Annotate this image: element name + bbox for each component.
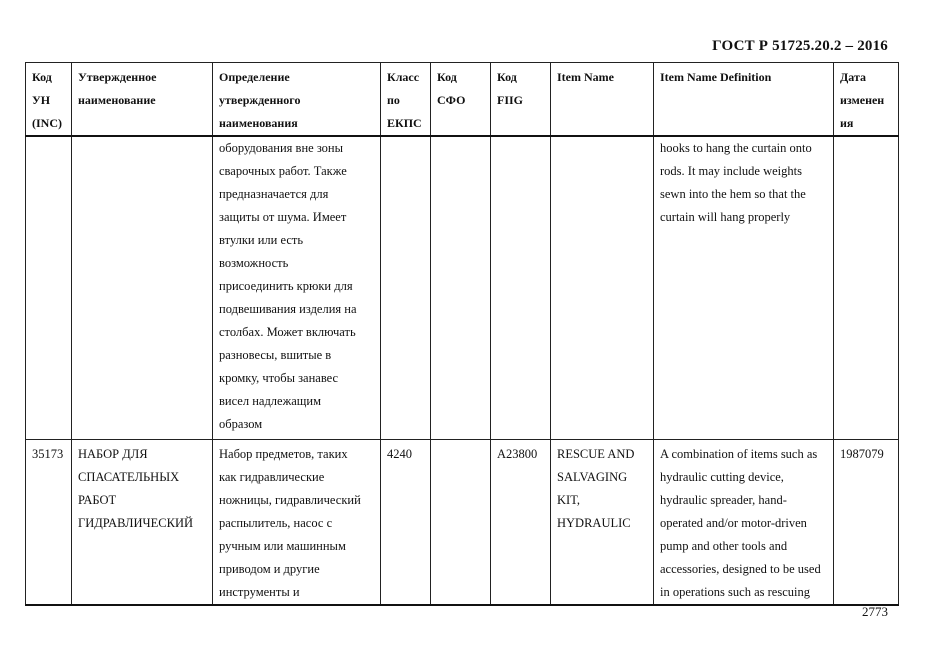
cell-text-line: распылитель, насос с	[219, 516, 333, 530]
cell-text-line: operated and/or motor-driven	[660, 516, 807, 530]
cell-text-line: втулки или есть	[219, 233, 304, 247]
cell-text-line: как гидравлические	[219, 470, 325, 484]
header-text-line: УН	[32, 93, 51, 107]
cell-text-line: SALVAGING	[557, 470, 628, 484]
table-row	[26, 136, 899, 440]
cell-text-line: присоединить крюки для	[219, 279, 353, 293]
cell-text-line: ручным или машинным	[219, 539, 346, 553]
cell-text-line: sewn into the hem so that the	[660, 187, 806, 201]
document-title: ГОСТ Р 51725.20.2 – 2016	[712, 38, 888, 54]
cell-text-line: образом	[219, 417, 263, 431]
cell-definition-ru	[213, 440, 381, 606]
item-name-header	[551, 63, 654, 137]
cell-text-line: 1987079	[840, 447, 884, 461]
header-row	[26, 63, 899, 137]
cell-text-line: висел надлежащим	[219, 394, 321, 408]
cell-name-ru	[72, 440, 213, 606]
cell-inc	[26, 440, 72, 606]
cell-text-line: защиты от шума. Имеет	[219, 210, 347, 224]
header-text-line: Класс	[387, 70, 420, 84]
cell-text-line: сварочных работ. Также	[219, 164, 347, 178]
cell-text-line: возможность	[219, 256, 289, 270]
cell-item-name	[551, 440, 654, 606]
header-text-line: (INC)	[32, 116, 62, 130]
header-text-line: по	[387, 93, 400, 107]
header-text-line: Код	[497, 70, 517, 84]
cell-text-line: РАБОТ	[78, 493, 117, 507]
header-text-line: Определение	[219, 70, 290, 84]
name-ru-header	[72, 63, 213, 137]
cell-text-line: hydraulic cutting device,	[660, 470, 784, 484]
cell-item-def	[654, 440, 834, 606]
table-header	[26, 63, 899, 137]
catalog-table	[25, 62, 899, 606]
header-text-line: ЕКПС	[387, 116, 422, 130]
cell-class	[381, 440, 431, 606]
cell-text-line: ГИДРАВЛИЧЕСКИЙ	[78, 516, 194, 530]
page-number: 2773	[862, 604, 888, 619]
cell-text-line: rods. It may include weights	[660, 164, 802, 178]
cell-text-line: 4240	[387, 447, 412, 461]
header-text-line: FIIG	[497, 93, 524, 107]
cell-name-ru	[72, 136, 213, 440]
table-body	[26, 136, 899, 605]
header-text-line: Код	[437, 70, 457, 84]
cell-fiig	[491, 136, 551, 440]
cell-text-line: in operations such as rescuing	[660, 585, 810, 599]
header-text-line: Дата	[840, 70, 866, 84]
sfo-header	[431, 63, 491, 137]
cell-definition-ru	[213, 136, 381, 440]
header-text-line: наименование	[78, 93, 156, 107]
header-text-line: утвержденного	[219, 93, 301, 107]
cell-item-def	[654, 136, 834, 440]
cell-date	[834, 136, 899, 440]
date-header	[834, 63, 899, 137]
cell-text-line: инструменты и	[219, 585, 300, 599]
header-text-line: Код	[32, 70, 52, 84]
cell-text-line: hydraulic spreader, hand-	[660, 493, 787, 507]
cell-sfo	[431, 440, 491, 606]
cell-text-line: A23800	[497, 447, 538, 461]
inc-header	[26, 63, 72, 137]
header-text-line: СФО	[437, 93, 466, 107]
cell-inc	[26, 136, 72, 440]
table-row	[26, 440, 899, 606]
cell-text-line: curtain will hang properly	[660, 210, 791, 224]
cell-text-line: СПАСАТЕЛЬНЫХ	[78, 470, 180, 484]
cell-text-line: кромку, чтобы занавес	[219, 371, 339, 385]
fiig-header	[491, 63, 551, 137]
item-def-header	[654, 63, 834, 137]
cell-fiig	[491, 440, 551, 606]
cell-text-line: приводом и другие	[219, 562, 320, 576]
cell-text-line: предназначается для	[219, 187, 329, 201]
cell-text-line: RESCUE AND	[557, 447, 635, 461]
cell-text-line: Набор предметов, таких	[219, 447, 348, 461]
header-text-line: изменен	[840, 93, 885, 107]
cell-text-line: pump and other tools and	[660, 539, 788, 553]
cell-text-line: hooks to hang the curtain onto	[660, 141, 812, 155]
cell-text-line: accessories, designed to be used	[660, 562, 821, 576]
header-text-line: Item Name Definition	[660, 70, 772, 84]
header-text-line: наименования	[219, 116, 298, 130]
cell-text-line: ножницы, гидравлический	[219, 493, 361, 507]
cell-text-line: A combination of items such as	[660, 447, 818, 461]
header-text-line: Утвержденное	[78, 70, 157, 84]
header-text-line: Item Name	[557, 70, 614, 84]
cell-text-line: HYDRAULIC	[557, 516, 631, 530]
cell-text-line: 35173	[32, 447, 64, 461]
cell-text-line: разновесы, вшитые в	[219, 348, 332, 362]
cell-text-line: оборудования вне зоны	[219, 141, 344, 155]
header-text-line: ия	[840, 116, 854, 130]
cell-text-line: столбах. Может включать	[219, 325, 356, 339]
cell-text-line: подвешивания изделия на	[219, 302, 357, 316]
cell-item-name	[551, 136, 654, 440]
cell-class	[381, 136, 431, 440]
cell-text-line: НАБОР ДЛЯ	[78, 447, 148, 461]
cell-text-line: KIT,	[557, 493, 581, 507]
cell-sfo	[431, 136, 491, 440]
definition-ru-header	[213, 63, 381, 137]
cell-date	[834, 440, 899, 606]
class-header	[381, 63, 431, 137]
